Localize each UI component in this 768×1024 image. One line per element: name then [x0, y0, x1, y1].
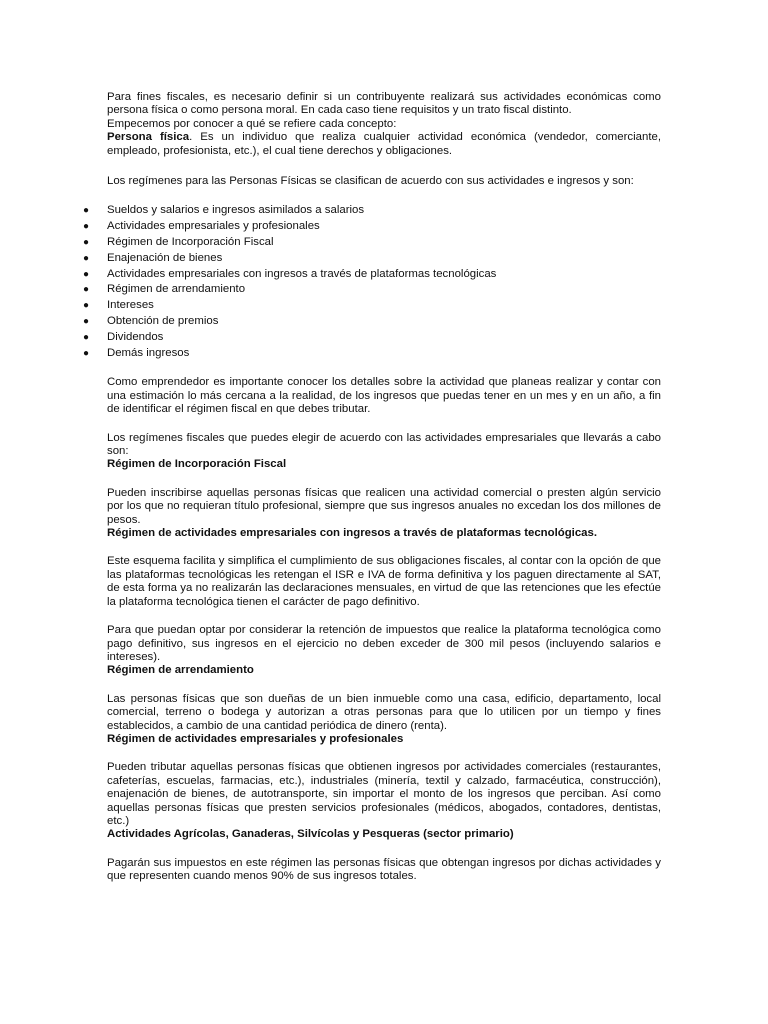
bullet-icon: ●: [83, 316, 90, 328]
list-item-label: Actividades empresariales con ingresos a través de plataformas tecnológicas: [107, 267, 497, 280]
list-item-label: Sueldos y salarios e ingresos asimilados a salarios: [107, 204, 365, 217]
rif-heading: Régimen de Incorporación Fiscal: [107, 458, 287, 471]
empresariales-paragraph: Pueden tributar aquellas personas físicas que obtienen ingresos por actividades comerciales (restaurantes, cafeterías, escuelas, farmacias, etc.), industriales (minería, textil y calzado, farmacéutica, construcción), enajenación de bienes, de autotransporte, sin importar el monto de los ingresos que perciban. Así como aquellas personas físicas que presten servicios profesionales (médicos, abogados, contadores, dentistas, etc.): [107, 761, 661, 827]
bullet-icon: ●: [83, 252, 90, 264]
arrendamiento-heading: Régimen de arrendamiento: [107, 664, 254, 677]
list-item-label: Enajenación de bienes: [107, 251, 223, 264]
list-item: [83, 282, 661, 298]
document-page: [83, 91, 661, 884]
bullet-icon: ●: [83, 221, 90, 233]
bullet-icon: ●: [83, 300, 90, 312]
bullet-icon: ●: [83, 268, 90, 280]
list-item: [83, 346, 661, 362]
elegir-regimen-paragraph: Los regímenes fiscales que puedes elegir de acuerdo con las actividades empresariales que llevarás a cabo son:: [107, 431, 661, 458]
list-item: [83, 330, 661, 346]
sector-primario-paragraph: Pagarán sus impuestos en este régimen las personas físicas que obtengan ingresos por dichas actividades y que representen cuando menos 90% de sus ingresos totales.: [107, 856, 661, 883]
plataformas-paragraph-1: Este esquema facilita y simplifica el cumplimiento de sus obligaciones fiscales, al contar con la opción de que las plataformas tecnológicas les retengan el ISR e IVA de forma definitiva y los paguen directamente al SAT, de esta forma ya no realizarán las declaraciones mensuales, en virtud de que las retenciones que les efectúe la plataforma tecnológica tienen el carácter de pago definitivo.: [107, 555, 661, 608]
rif-paragraph: Pueden inscribirse aquellas personas físicas que realicen una actividad comercial o presten algún servicio por los que no requieran título profesional, siempre que sus ingresos anuales no excedan los dos millones de pesos.: [107, 486, 661, 526]
bullet-icon: ●: [83, 331, 90, 343]
emprendedor-paragraph: Como emprendedor es importante conocer los detalles sobre la actividad que planeas realizar y contar con una estimación lo más cercana a la realidad, de los ingresos que puedas tener en un mes y en un año, a fin de identificar el régimen fiscal en que debes tributar.: [107, 376, 661, 416]
empresariales-heading: Régimen de actividades empresariales y profesionales: [107, 732, 404, 745]
list-item-label: Régimen de Incorporación Fiscal: [107, 236, 274, 249]
plataformas-heading: Régimen de actividades empresariales con ingresos a través de plataformas tecnológicas.: [107, 527, 597, 540]
list-item: [83, 298, 661, 314]
intro-concept-line: Empecemos por conocer a qué se refiere cada concepto:: [107, 117, 397, 130]
arrendamiento-paragraph: Las personas físicas que son dueñas de un bien inmueble como una casa, edificio, departamento, local comercial, terreno o bodega y autorizan a otras personas para que lo utilicen por un tiempo y fines establecidos, a cambio de una cantidad periódica de dinero (renta).: [107, 692, 661, 732]
list-item: [83, 235, 661, 251]
list-item: [83, 267, 661, 283]
list-item-label: Actividades empresariales y profesionales: [107, 220, 320, 233]
list-item-label: Régimen de arrendamiento: [107, 283, 246, 296]
list-item: [83, 203, 661, 219]
list-item: [83, 251, 661, 267]
persona-fisica-label: Persona física: [107, 131, 190, 144]
intro-paragraph: Para fines fiscales, es necesario definir si un contribuyente realizará sus actividades económicas como persona física o como persona moral. En cada caso tiene requisitos y un trato fiscal distinto.: [107, 91, 661, 117]
regimes-intro: Los regímenes para las Personas Físicas se clasifican de acuerdo con sus actividades e ingresos y son:: [107, 175, 634, 188]
list-item: [83, 219, 661, 235]
bullet-icon: ●: [83, 284, 90, 296]
bullet-icon: ●: [83, 205, 90, 217]
regimes-list: [83, 203, 661, 361]
bullet-icon: ●: [83, 237, 90, 249]
persona-fisica-text: . Es un individuo que realiza cualquier actividad económica (vendedor, comerciante, empleado, profesionista, etc.), el cual tiene derechos y obligaciones.: [107, 131, 661, 157]
sector-primario-heading: Actividades Agrícolas, Ganaderas, Silvícolas y Pesqueras (sector primario): [107, 828, 514, 841]
list-item: [83, 314, 661, 330]
list-item-label: Obtención de premios: [107, 315, 219, 328]
list-item-label: Demás ingresos: [107, 346, 190, 359]
bullet-icon: ●: [83, 347, 90, 359]
list-item-label: Dividendos: [107, 330, 164, 343]
plataformas-paragraph-2: Para que puedan optar por considerar la retención de impuestos que realice la plataforma tecnológica como pago definitivo, sus ingresos en el ejercicio no deben exceder de 300 mil pesos (incluyendo salarios e intereses).: [107, 624, 661, 663]
list-item-label: Intereses: [107, 299, 154, 312]
persona-fisica-definition: [107, 131, 661, 158]
